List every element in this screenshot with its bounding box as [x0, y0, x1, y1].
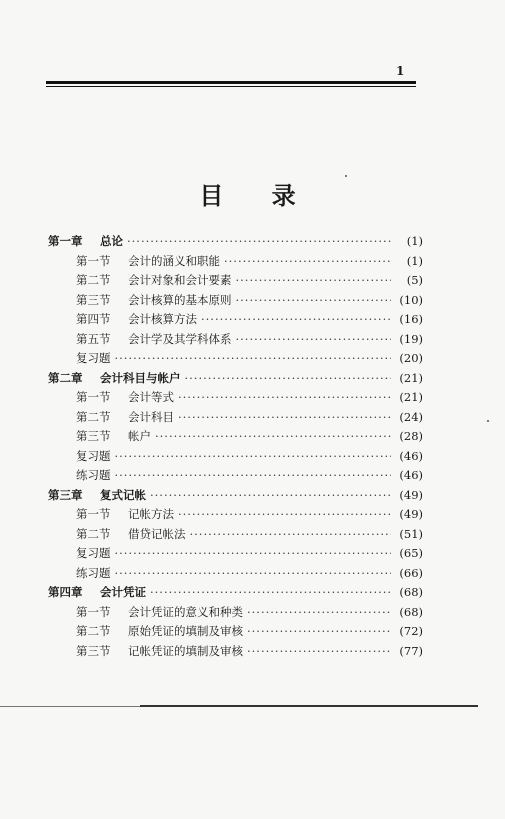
toc-entry-number: 第二节	[76, 273, 111, 287]
toc-entry-title: 借贷记帐法	[128, 526, 186, 541]
toc-section-entry	[48, 545, 423, 565]
dot-leader	[115, 566, 392, 580]
toc-entry-number: 第四节	[76, 312, 111, 326]
toc-entry-title: 会计凭证	[100, 585, 146, 599]
toc-entry-title: 会计核算方法	[128, 312, 197, 326]
toc-entry-title: 记帐方法	[128, 507, 174, 521]
dot-leader	[178, 390, 391, 404]
toc-section-entry	[48, 272, 423, 292]
toc-entry-title: 记帐凭证的填制及审核	[128, 643, 243, 658]
toc-entry-number: 第二节	[76, 624, 111, 638]
toc-section-entry	[48, 409, 423, 429]
toc-entry-title: 总论	[100, 234, 123, 248]
toc-entry-title: 原始凭证的填制及审核	[128, 624, 243, 638]
dot-leader	[115, 449, 392, 463]
toc-section-entry	[48, 350, 423, 370]
toc-entry-title: 会计科目与帐户	[100, 370, 181, 385]
toc-entry-title: 复习题	[76, 546, 111, 560]
toc-section-entry	[48, 604, 423, 624]
dot-leader	[115, 468, 392, 482]
toc-entry-page: (66)	[399, 565, 423, 580]
toc-entry-page: (10)	[399, 292, 423, 307]
toc-entry-number: 第一节	[76, 253, 111, 268]
dot-leader	[155, 429, 391, 443]
toc-entry-page: (20)	[399, 351, 423, 365]
toc-entry-page: (51)	[399, 526, 423, 541]
table-of-contents	[48, 233, 423, 662]
dot-leader	[247, 644, 391, 658]
toc-entry-page: (65)	[399, 546, 423, 560]
dot-leader	[201, 312, 391, 326]
toc-entry-title: 复习题	[76, 448, 111, 463]
toc-chapter-entry	[48, 487, 423, 507]
dot-leader	[115, 546, 392, 560]
toc-entry-page: (46)	[399, 448, 423, 463]
toc-entry-number: 第二节	[76, 526, 111, 541]
dot-leader	[150, 488, 391, 502]
toc-entry-title: 会计科目	[128, 409, 174, 424]
toc-entry-title: 会计学及其学科体系	[128, 331, 232, 346]
page-number: 1	[396, 64, 405, 78]
toc-entry-number: 第三节	[76, 429, 111, 443]
toc-section-entry	[48, 428, 423, 448]
toc-entry-number: 第三章	[48, 487, 83, 502]
toc-entry-title: 会计的涵义和职能	[128, 253, 220, 268]
toc-entry-title: 练习题	[76, 565, 111, 580]
toc-section-entry	[48, 526, 423, 546]
dot-leader	[236, 332, 392, 346]
toc-entry-title: 练习题	[76, 468, 111, 482]
toc-entry-number: 第三节	[76, 292, 111, 307]
toc-entry-number: 第四章	[48, 585, 83, 599]
toc-entry-page: (24)	[399, 409, 423, 424]
dot-leader	[224, 254, 391, 268]
toc-entry-page: (49)	[399, 507, 423, 521]
toc-section-entry	[48, 448, 423, 468]
toc-section-entry	[48, 643, 423, 663]
toc-section-entry	[48, 506, 423, 526]
toc-entry-page: (49)	[399, 487, 423, 502]
toc-section-entry	[48, 253, 423, 273]
toc-title: 目 录	[199, 181, 316, 210]
toc-chapter-entry	[48, 233, 423, 253]
toc-section-entry	[48, 331, 423, 351]
toc-entry-page: (68)	[399, 604, 423, 619]
toc-entry-title: 复式记帐	[100, 487, 146, 502]
toc-entry-page: (16)	[399, 312, 423, 326]
toc-entry-number: 第二章	[48, 370, 83, 385]
toc-entry-page: (68)	[399, 585, 423, 599]
toc-entry-title: 复习题	[76, 351, 111, 365]
dot-leader	[236, 273, 392, 287]
toc-section-entry	[48, 311, 423, 331]
footer-rule	[0, 704, 478, 708]
dot-leader	[178, 507, 391, 521]
toc-entry-page: (28)	[399, 429, 423, 443]
toc-entry-page: (21)	[399, 370, 423, 385]
toc-entry-title: 会计对象和会计要素	[128, 273, 232, 287]
toc-entry-number: 第一节	[76, 507, 111, 521]
toc-entry-page: (77)	[399, 643, 423, 658]
toc-entry-title: 会计凭证的意义和种类	[128, 604, 243, 619]
toc-section-entry	[48, 467, 423, 487]
toc-entry-page: (5)	[406, 273, 423, 287]
scan-speck	[345, 175, 347, 177]
toc-entry-title: 会计等式	[128, 390, 174, 404]
toc-chapter-entry	[48, 584, 423, 604]
toc-entry-page: (1)	[406, 253, 423, 268]
dot-leader	[150, 585, 391, 599]
dot-leader	[127, 234, 391, 248]
dot-leader	[247, 605, 391, 619]
dot-leader	[247, 624, 391, 638]
toc-entry-title: 帐户	[128, 429, 151, 443]
dot-leader	[190, 527, 392, 541]
toc-entry-number: 第一章	[48, 234, 83, 248]
scan-speck	[487, 420, 489, 422]
toc-entry-title: 会计核算的基本原则	[128, 292, 232, 307]
toc-section-entry	[48, 565, 423, 585]
toc-entry-page: (19)	[399, 331, 423, 346]
toc-section-entry	[48, 389, 423, 409]
dot-leader	[115, 351, 392, 365]
toc-entry-page: (72)	[399, 624, 423, 638]
toc-entry-number: 第一节	[76, 390, 111, 404]
toc-section-entry	[48, 623, 423, 643]
toc-entry-page: (46)	[399, 468, 423, 482]
toc-entry-number: 第二节	[76, 409, 111, 424]
toc-chapter-entry	[48, 370, 423, 390]
toc-entry-number: 第一节	[76, 604, 111, 619]
toc-section-entry	[48, 292, 423, 312]
toc-entry-number: 第三节	[76, 643, 111, 658]
dot-leader	[178, 410, 391, 424]
dot-leader	[236, 293, 392, 307]
header-rule	[46, 81, 416, 87]
toc-entry-page: (1)	[406, 234, 423, 248]
dot-leader	[185, 371, 392, 385]
toc-entry-page: (21)	[399, 390, 423, 404]
toc-entry-number: 第五节	[76, 331, 111, 346]
